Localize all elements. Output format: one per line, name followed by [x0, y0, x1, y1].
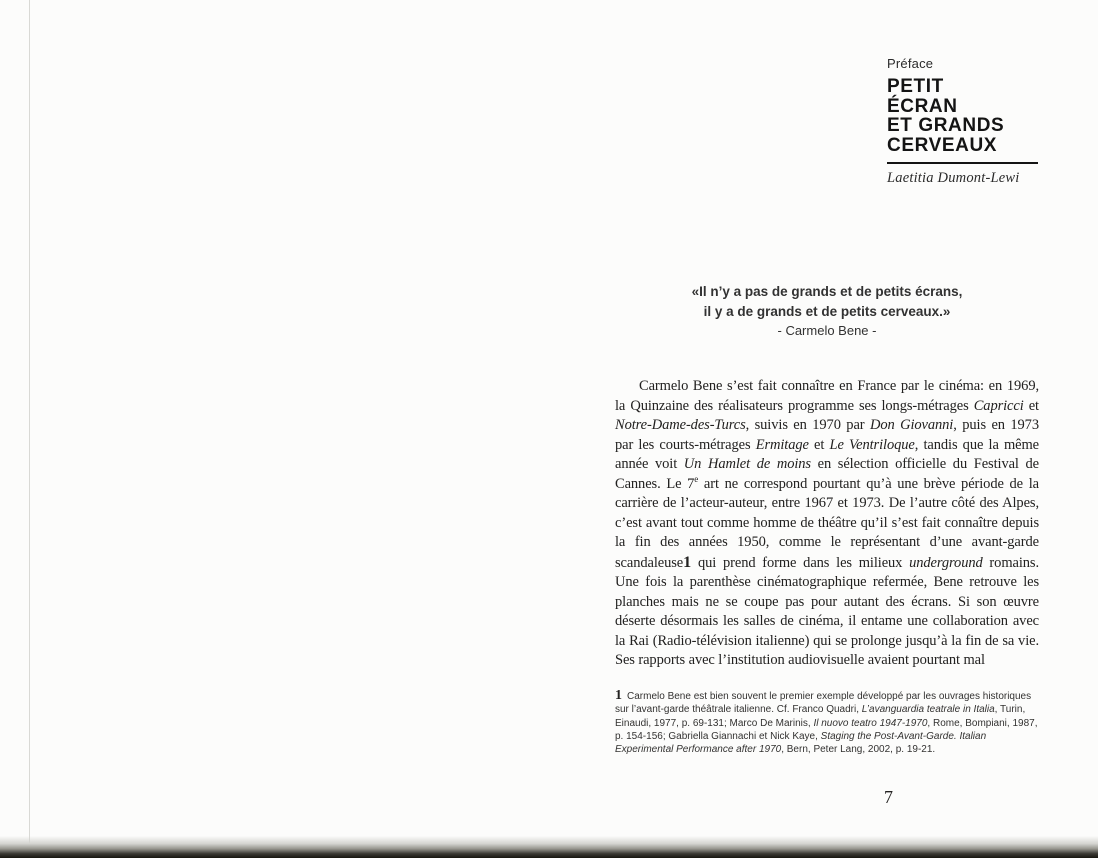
epigraph [615, 282, 1039, 341]
chapter-header [887, 56, 1039, 187]
title-rule [887, 162, 1038, 164]
chapter-title-line-3: ET GRANDS [887, 115, 1005, 136]
body-paragraph: Carmelo Bene s’est fait connaître en France par le cinéma: en 1969, la Quinzaine des réalisateurs programme ses longs-métrages Capricci et Notre-Dame-des-Turcs, suivis en 1970 par Don Giovanni, puis en 1973 par les courts-métrages Ermitage et Le Ventriloque, tandis que la même année voit Un Hamlet de moins en sélection officielle du Festival de Cannes. Le 7e art ne correspond pourtant qu’à une brève période de la carrière de l’acteur-auteur, entre 1967 et 1973. De l’autre côté des Alpes, c’est avant tout comme homme de théâtre qu’il s’est fait connaître depuis la fin des années 1950, comme le représentant d’une avant-garde scandaleuse1 qui prend forme dans les milieux underground romains. Une fois la parenthèse cinématographique refermée, Bene retrouve les planches mais ne se coupe pas pour autant des écrans. Si son œuvre déserte désormais les salles de cinéma, il entame une collaboration avec la Rai (Radio-télévision italienne) qui se prolonge jusqu’à la fin de sa vie. Ses rapports avec l’institution audiovisuelle avaient pourtant mal [615, 378, 1040, 668]
page-number: 7 [884, 787, 893, 807]
epigraph-line-2: il y a de grands et de petits cerveaux.» [703, 303, 951, 319]
chapter-title [887, 77, 1039, 155]
chapter-author: Laetitia Dumont-Lewi [887, 170, 1020, 186]
footnote [615, 689, 1043, 756]
footnote-text: Carmelo Bene est bien souvent le premier exemple développé par les ouvrages historiques sur l’avant-garde théâtrale italienne. Cf. Franco Quadri, L’avanguardia teatrale in Italia, Turin, Einaudi, 1977, p. 69-131; Marco De Marinis, Il nuovo teatro 1947-1970, Rome, Bompiani, 1987, p. 154-156; Gabriella Giannachi et Nick Kaye, Staging the Post-Avant-Garde. Italian Experimental Performance after 1970, Bern, Peter Lang, 2002, p. 19-21. [615, 691, 1038, 756]
book-edge-shadow [0, 836, 1098, 858]
page-edge-line [29, 0, 30, 846]
epigraph-attribution: - Carmelo Bene - [777, 323, 877, 338]
chapter-title-line-1: PETIT [887, 76, 944, 97]
chapter-title-line-2: ÉCRAN [887, 95, 958, 117]
chapter-title-line-4: CERVEAUX [887, 134, 998, 156]
epigraph-line-1: «Il n’y a pas de grands et de petits écrans, [691, 284, 963, 299]
footnote-marker: 1 [615, 688, 622, 703]
chapter-kicker: Préface [887, 56, 934, 71]
